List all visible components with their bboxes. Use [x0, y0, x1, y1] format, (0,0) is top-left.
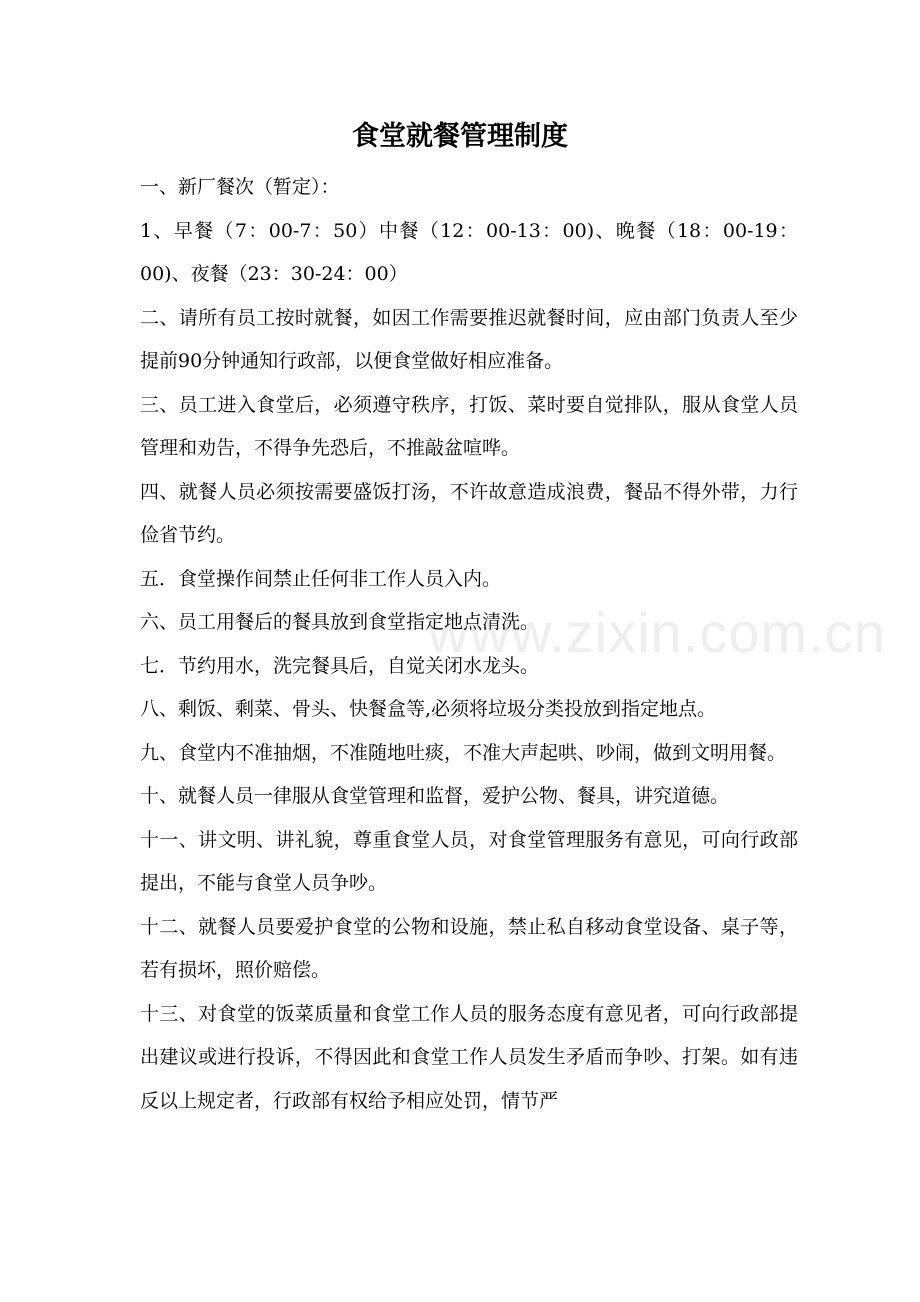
rule-2-punctuality: 二、请所有员工按时就餐，如因工作需要推迟就餐时间，应由部门负责人至少提前90分钟通知行政部，以便食堂做好相应准备。 — [140, 306, 798, 372]
rule-3-order: 三、员工进入食堂后，必须遵守秩序，打饭、菜时要自觉排队，服从食堂人员管理和劝告，不得争先恐后，不推敲盆喧哗。 — [140, 393, 798, 459]
rule-5-kitchen-access: 五．食堂操作间禁止任何非工作人员入内。 — [140, 567, 502, 590]
document-title: 食堂就餐管理制度 — [352, 121, 568, 152]
rule-9-civilized-dining: 九、食堂内不准抽烟，不准随地吐痰，不准大声起哄、吵闹，做到文明用餐。 — [140, 741, 787, 764]
rule-13-complaints: 十三、对食堂的饭菜质量和食堂工作人员的服务态度有意见者，可向行政部提出建议或进行投诉，不得因此和食堂工作人员发生矛盾而争吵、打架。如有违反以上规定者，行政部有权给予相应处罚，情节严 — [140, 1002, 798, 1112]
rule-11-courtesy: 十一、讲文明、讲礼貌，尊重食堂人员，对食堂管理服务有意见，可向行政部提出，不能与食堂人员争吵。 — [140, 828, 798, 894]
rule-4-no-waste: 四、就餐人员必须按需要盛饭打汤，不许故意造成浪费，餐品不得外带，力行俭省节约。 — [140, 480, 798, 546]
rule-10-obey-management: 十、就餐人员一律服从食堂管理和监督，爱护公物、餐具，讲究道德。 — [140, 785, 730, 807]
watermark: www.zixin.com.cn — [428, 601, 886, 664]
meal-times-list: 1、早餐（7：00-7：50）中餐（12：00-13：00)、晚餐（18：00-19：00)、夜餐（23：30-24：00） — [140, 219, 798, 285]
section-meal-times-heading: 一、新厂餐次（暂定）： — [140, 176, 340, 198]
rule-6-tableware: 六、员工用餐后的餐具放到食堂指定地点清洗。 — [140, 611, 540, 633]
rule-12-protect-property: 十二、就餐人员要爱护食堂的公物和设施，禁止私自移动食堂设备、桌子等，若有损坏，照价赔偿。 — [140, 915, 798, 981]
rule-7-water: 七．节约用水，洗完餐具后，自觉关闭水龙头。 — [140, 654, 540, 677]
rule-8-waste-sorting: 八、剩饭、剩菜、骨头、快餐盒等,必须将垃圾分类投放到指定地点。 — [140, 698, 717, 720]
